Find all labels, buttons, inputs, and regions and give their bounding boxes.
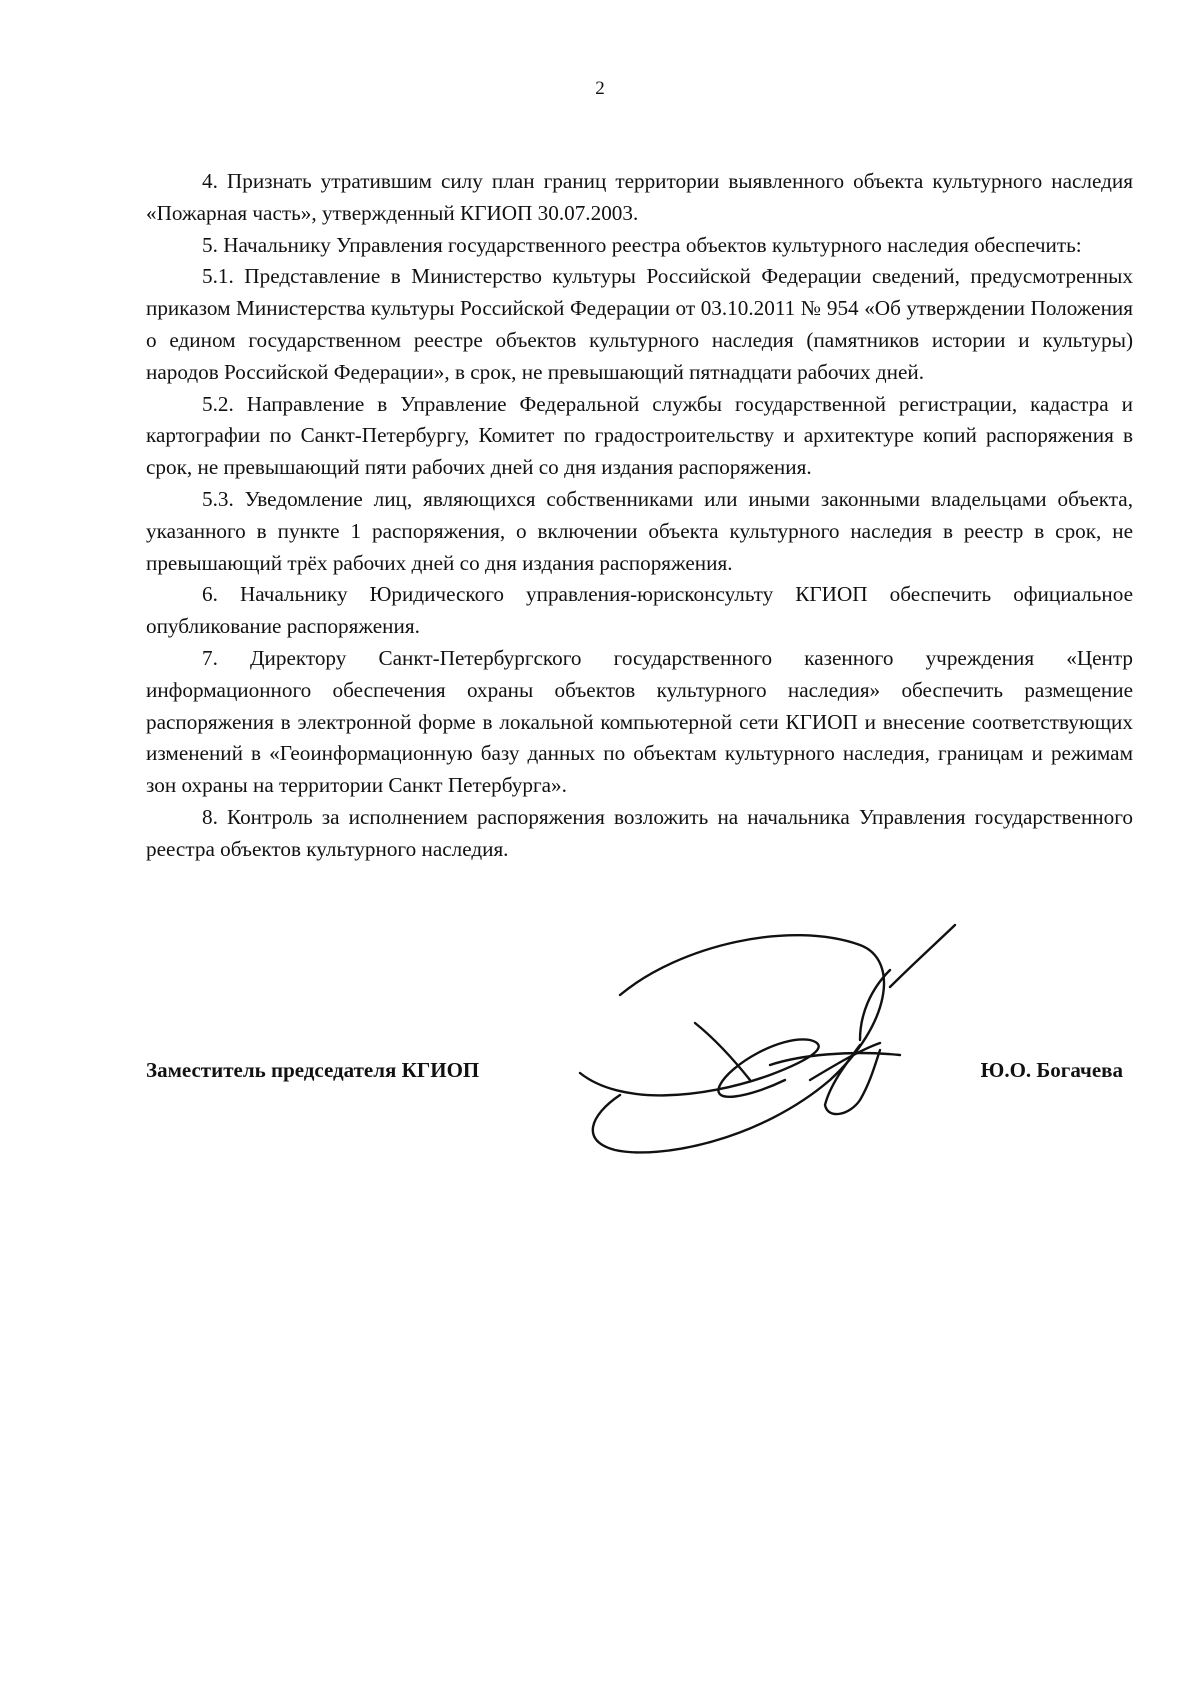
paragraph-5-3: 5.3. Уведомление лиц, являющихся собственниками или иными законными владельцами объекта, указанного в пункте 1 распоряжения, о включении объекта культурного наследия в реестр в срок, не превышающий трёх рабочих дней со дня издания распоряжения.: [146, 486, 1133, 575]
paragraph-4: 4. Признать утратившим силу план границ территории выявленного объекта культурного наследия «Пожарная часть», утвержденный КГИОП 30.07.2003.: [146, 169, 1133, 225]
paragraph-5-2: 5.2. Направление в Управление Федеральной службы государственной регистрации, кадастра и картографии по Санкт-Петербургу, Комитет по градостроительству и архитектуре копий распоряжения в срок, не превышающий пяти рабочих дней со дня издания распоряжения.: [146, 391, 1133, 480]
signer-position: Заместитель председателя КГИОП: [146, 1058, 480, 1082]
paragraph-7: 7. Директору Санкт-Петербургского государственного казенного учреждения «Центр информационного обеспечения охраны объектов культурного наследия» обеспечить размещение распоряжения в электронной форме в локальной компьютерной сети КГИОП и внесение соответствующих изменений в «Геоинформационную базу данных по объектам культурного наследия, границам и режимам зон охраны на территории Санкт Петербурга».: [146, 645, 1133, 798]
paragraph-5: 5. Начальнику Управления государственного реестра объектов культурного наследия обеспечить:: [202, 232, 1082, 257]
document-body: [146, 166, 1133, 866]
signer-name: Ю.О. Богачева: [980, 1058, 1123, 1082]
handwritten-signature: [560, 915, 990, 1185]
page-number: 2: [595, 78, 605, 99]
paragraph-5-1: 5.1. Представление в Министерство культуры Российской Федерации сведений, предусмотренных приказом Министерства культуры Российской Федерации от 03.10.2011 № 954 «Об утверждении Положения о едином государственном реестре объектов культурного наследия (памятников истории и культуры) народов Российской Федерации», в срок, не превышающий пятнадцати рабочих дней.: [146, 264, 1133, 384]
paragraph-6: 6. Начальнику Юридического управления-юрисконсульту КГИОП обеспечить официальное опубликование распоряжения.: [146, 582, 1133, 639]
paragraph-8: 8. Контроль за исполнением распоряжения возложить на начальника Управления государственного реестра объектов культурного наследия.: [146, 804, 1133, 861]
